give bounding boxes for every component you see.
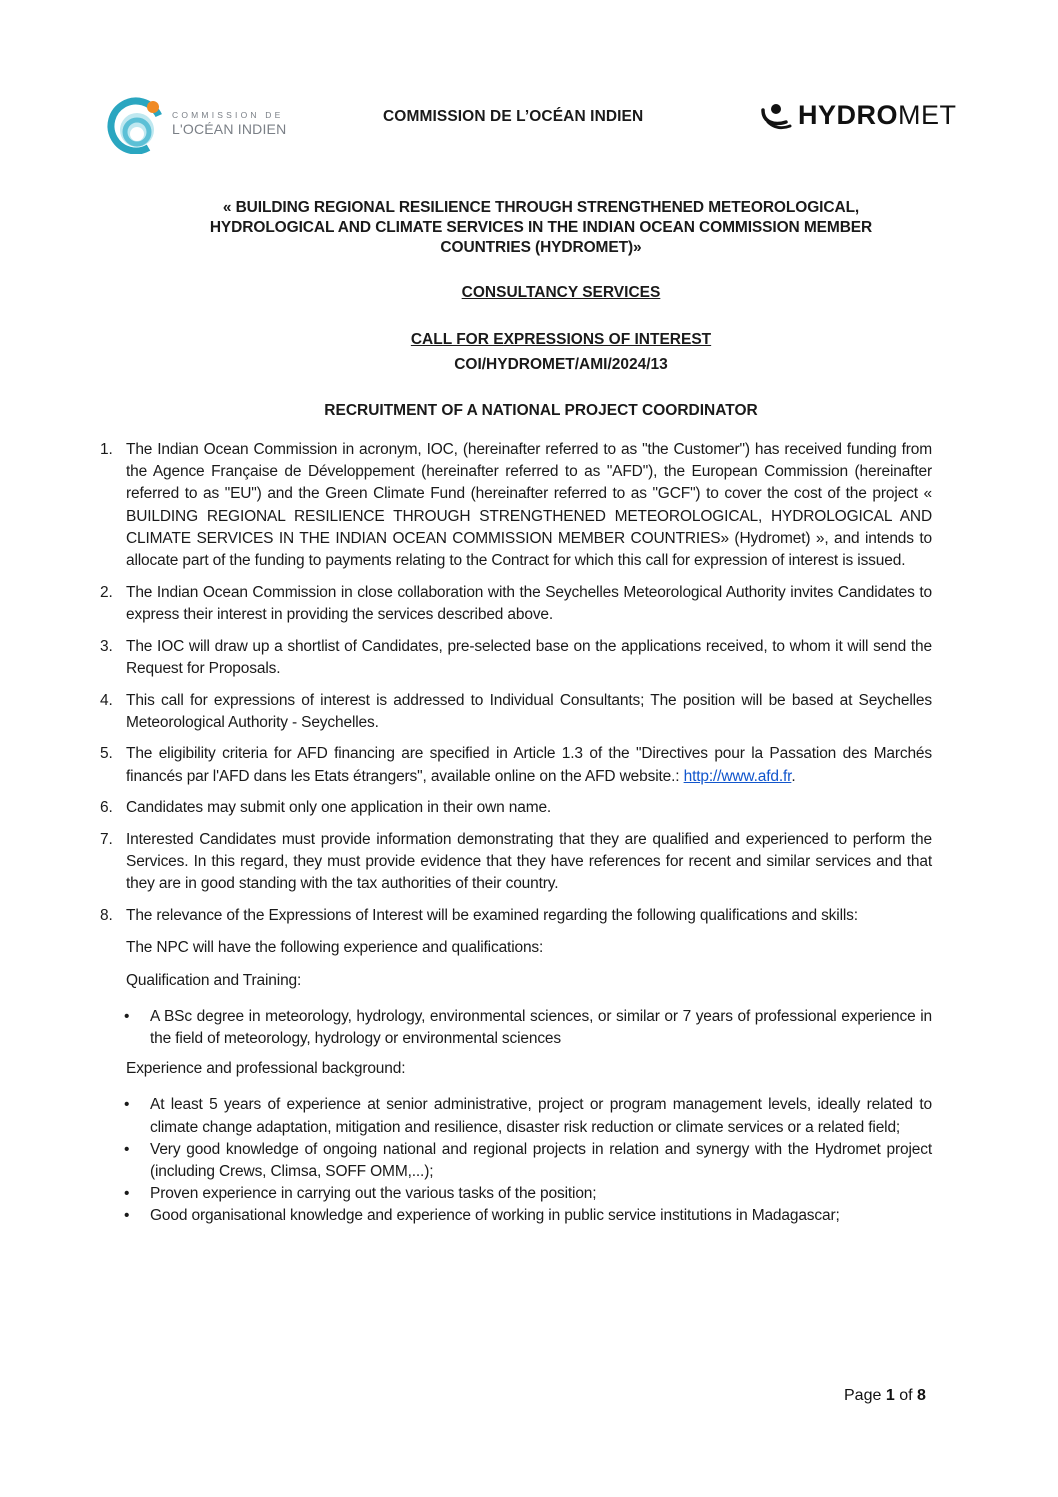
document-body <box>100 439 932 1228</box>
clause-number: 2. <box>100 583 113 601</box>
call-title-heading <box>120 330 1002 350</box>
clause-text: The Indian Ocean Commission in close collaboration with the Seychelles Meteorological Authority invites Candidates to express their interest in providing the services described above. <box>126 583 932 623</box>
clause-number: 6. <box>100 799 113 817</box>
clause-item <box>100 636 932 680</box>
coi-logo-icon <box>106 94 166 154</box>
coi-logo-line2: L'OCÉAN INDIEN <box>172 121 287 137</box>
coi-logo <box>106 94 296 154</box>
clause-number: 3. <box>100 637 113 655</box>
service-type-heading <box>120 283 1002 303</box>
project-title <box>120 198 962 258</box>
header-title: COMMISSION DE L’OCÉAN INDIEN <box>383 108 644 125</box>
clause-item <box>100 797 932 819</box>
coi-logo-line1: COMMISSION DE <box>172 110 284 120</box>
experience-item: • Proven experience in carrying out the various tasks of the position; <box>100 1183 932 1205</box>
clause-text: The relevance of the Expressions of Interest will be examined regarding the following qualifications and skills: <box>126 907 858 925</box>
experience-heading: Experience and professional background: <box>126 1060 406 1078</box>
of-label: of <box>899 1387 913 1404</box>
clause-item <box>100 829 932 896</box>
project-title-line: COUNTRIES (HYDROMET)» <box>440 239 642 256</box>
experience-item: • At least 5 years of experience at senior administrative, project or program management levels, ideally related to climate change adaptation, mitigation and resilience, disaster risk reduction or climate services or a related field; <box>100 1094 932 1138</box>
qualification-list <box>100 1006 932 1050</box>
total-pages: 8 <box>916 1387 926 1404</box>
clause-number: 7. <box>100 831 113 849</box>
experience-list <box>100 1094 932 1227</box>
qualification-item: • A BSc degree in meteorology, hydrology, environmental sciences, or similar or 7 years of professional experience in the field of meteorology, hydrology or environmental sciences <box>100 1006 932 1050</box>
clause-text: Candidates may submit only one application in their own name. <box>126 799 552 817</box>
call-title-text: CALL FOR EXPRESSIONS OF INTEREST <box>410 331 712 348</box>
experience-item: • Very good knowledge of ongoing national and regional projects in relation and synergy with the Hydromet project (including Crews, Climsa, SOFF OMM,...); <box>100 1139 932 1183</box>
clause-number: 4. <box>100 691 113 709</box>
qualification-heading: Qualification and Training: <box>126 971 302 989</box>
hydromet-logo-icon <box>760 98 794 132</box>
project-title-line: « BUILDING REGIONAL RESILIENCE THROUGH STRENGTHENED METEOROLOGICAL, <box>222 199 860 216</box>
clause-text: Interested Candidates must provide information demonstrating that they are qualified and experienced to perform the Services. In this regard, they must provide evidence that they have references for recent and similar services and that they are in good standing with the tax authorities of their country. <box>126 831 932 893</box>
clause-number: 1. <box>100 441 113 458</box>
service-type-text: CONSULTANCY SERVICES <box>461 284 661 301</box>
npc-intro: The NPC will have the following experience and qualifications: <box>126 939 544 957</box>
reference-number: COI/HYDROMET/AMI/2024/13 <box>454 356 668 373</box>
clause-item <box>100 905 932 1227</box>
experience-item: • Good organisational knowledge and experience of working in public service institutions in Madagascar; <box>100 1205 932 1227</box>
page-number-footer <box>844 1387 926 1405</box>
project-title-line: HYDROLOGICAL AND CLIMATE SERVICES IN THE INDIAN OCEAN COMMISSION MEMBER <box>209 219 873 236</box>
current-page: 1 <box>885 1387 895 1404</box>
clause-list <box>100 439 932 1228</box>
clause-item <box>100 582 932 626</box>
clause-text: The eligibility criteria for AFD financing are specified in Article 1.3 of the "Directives pour la Passation des Marchés financés par l'AFD dans les Etats étrangers", available online on the AFD website.: <box>126 745 932 785</box>
hydromet-logo-bold: HYDRO <box>798 100 899 130</box>
clause-item <box>100 439 932 572</box>
clause-text: This call for expressions of interest is addressed to Individual Consultants; The position will be based at Seychelles Meteorological Authority - Seychelles. <box>126 691 932 731</box>
afd-website-link[interactable]: http://www.afd.fr <box>683 767 792 785</box>
clause-item <box>100 690 932 734</box>
hydromet-logo-thin: MET <box>898 100 957 130</box>
hydromet-logo <box>760 98 957 132</box>
clause-text-end: . <box>791 767 796 785</box>
clause-item <box>100 743 932 787</box>
clause-number: 8. <box>100 907 113 925</box>
page-header <box>100 88 980 160</box>
recruitment-title: RECRUITMENT OF A NATIONAL PROJECT COORDINATOR <box>324 402 758 419</box>
clause-number: 5. <box>100 745 113 763</box>
page-label: Page <box>844 1387 882 1404</box>
clause-text: The Indian Ocean Commission in acronym, IOC, (hereinafter referred to as "the Customer") has received funding from the Agence Française de Développement (hereinafter referred to as "AFD"), the European Commission (hereinafter referred to as "EU") and the Green Climate Fund (hereinafter referred to as "GCF") to cover the cost of the project « BUILDING REGIONAL RESILIENCE THROUGH STRENGTHENED METEOROLOGICAL, HYDROLOGICAL AND CLIMATE SERVICES IN THE INDIAN OCEAN COMMISSION MEMBER COUNTRIES» (Hydromet) », and intends to allocate part of the funding to payments relating to the Contract for which this call for expression of interest is issued. <box>126 441 932 570</box>
clause-text: The IOC will draw up a shortlist of Candidates, pre-selected base on the applications received, to whom it will send the Request for Proposals. <box>126 637 932 677</box>
